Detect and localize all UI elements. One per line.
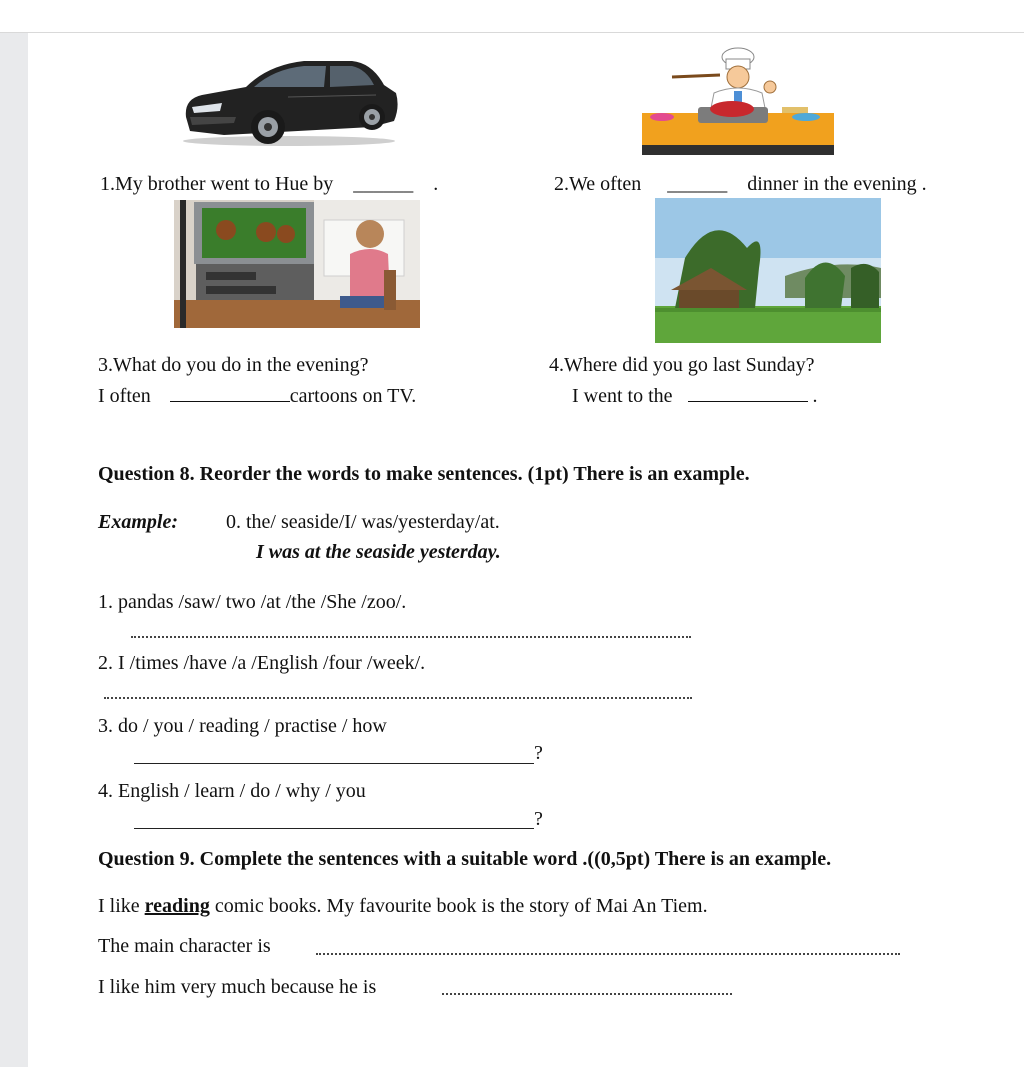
item-1-end: . [433,173,439,195]
q8-item-1-answer-line[interactable] [131,636,691,638]
item-4-blank[interactable] [688,383,808,402]
q9-line1-end: comic books. My favourite book is the story of Mai An Tiem. [214,895,708,917]
item-3-answer-start: I often [98,385,151,407]
item-3-answer-end: cartoons on TV. [289,385,417,407]
question-9-heading: Question 9. Complete the sentences with a suitable word .((0,5pt) There is an example. [98,848,832,870]
item-2-blank: ______ [667,173,728,195]
q8-item-4-answer-line[interactable] [134,828,534,829]
q9-line-3: I like him very much because he is [98,976,377,998]
item-2-text: 2.We often [554,173,642,195]
viewer-top-bar [0,0,1024,33]
item-4-answer [572,383,818,408]
item-1-sentence [100,172,438,196]
q8-item-3-end: ? [534,742,543,764]
item-4-question: 4.Where did you go last Sunday? [549,354,815,376]
item-3-blank[interactable] [170,383,290,402]
example-answer: I was at the seaside yesterday. [256,541,501,563]
q9-line-3-answer[interactable] [442,993,732,995]
car-image [176,45,402,149]
q9-line1-start: I like [98,895,140,917]
q8-item-4-end: ? [534,808,543,830]
park-image [655,198,881,343]
q8-item-3-answer-line[interactable] [134,763,534,764]
q8-item-2: 2. I /times /have /a /English /four /week/. [98,652,426,674]
item-1-text: 1.My brother went to Hue by [100,173,334,195]
q8-item-2-answer-line[interactable] [104,697,692,699]
q9-example-word: reading [144,895,210,917]
example-label: Example: [98,511,178,533]
q9-example-sentence [98,894,708,918]
item-2-sentence [554,172,927,196]
q8-item-1: 1. pandas /saw/ two /at /the /She /zoo/. [98,591,407,613]
item-2-end: dinner in the evening . [747,173,927,195]
item-4-answer-end: . [812,385,818,407]
item-4-answer-start: I went to the [572,385,673,407]
document-page [28,33,1024,1067]
item-1-blank: ______ [353,173,414,195]
item-3-question: 3.What do you do in the evening? [98,354,369,376]
q8-item-4: 4. English / learn / do / why / you [98,780,366,802]
chef-cooking-image [642,47,834,155]
viewer-left-gutter [0,33,28,1067]
example-prompt: 0. the/ seaside/I/ was/yesterday/at. [226,511,500,533]
q8-item-3: 3. do / you / reading / practise / how [98,715,387,737]
q9-line-2: The main character is [98,935,271,957]
q9-line-2-answer[interactable] [316,953,900,955]
item-3-answer [98,383,416,408]
question-8-heading: Question 8. Reorder the words to make sentences. (1pt) There is an example. [98,463,750,485]
child-watching-tv-image [174,200,420,328]
